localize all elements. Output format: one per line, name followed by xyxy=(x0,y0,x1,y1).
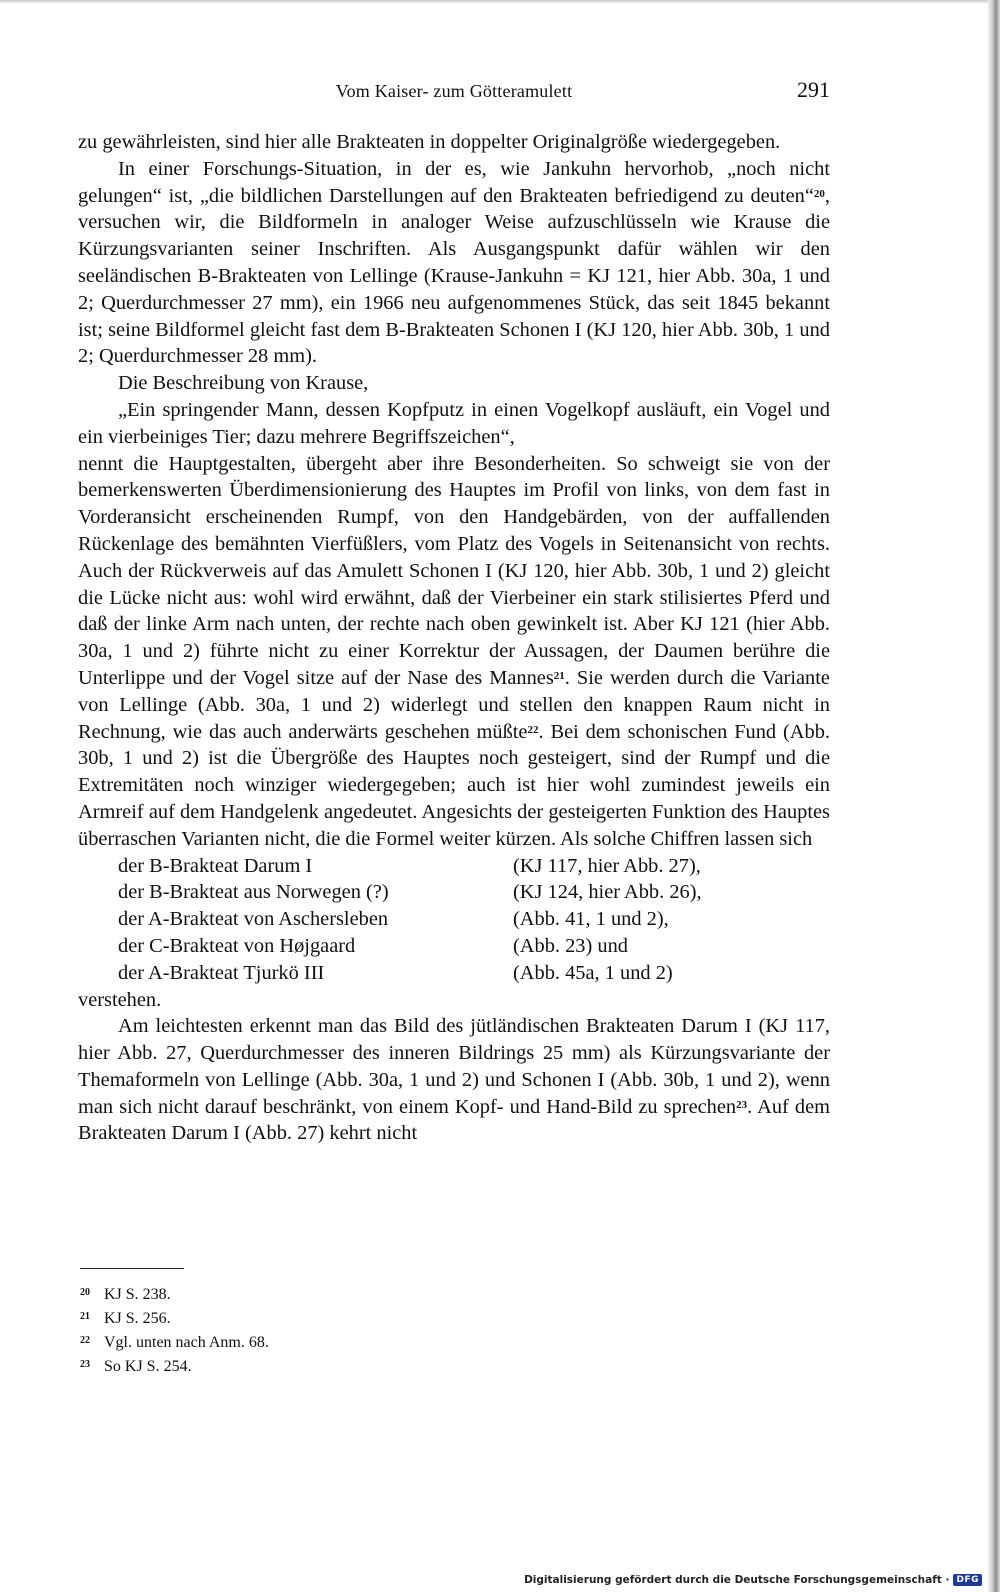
bracteate-list xyxy=(78,853,830,987)
footnote-text: Vgl. unten nach Anm. 68. xyxy=(104,1334,269,1351)
scan-page-edge xyxy=(988,0,1000,1592)
list-item xyxy=(78,933,830,960)
list-item-ref: (KJ 117, hier Abb. 27), xyxy=(513,854,701,877)
paragraph-7-text-b: . Auf dem Brakteaten Darum I (Abb. 27) kehrt nicht xyxy=(78,1095,830,1145)
footnote-ref-21: 21 xyxy=(553,669,565,682)
footnote-text: KJ S. 238. xyxy=(104,1286,171,1303)
paragraph-2 xyxy=(78,156,830,370)
footnotes xyxy=(80,1283,480,1379)
list-item-name: der C-Brakteat von Højgaard xyxy=(118,934,356,957)
list-item-ref: (KJ 124, hier Abb. 26), xyxy=(513,881,702,904)
list-item xyxy=(78,853,830,880)
page-number: 291 xyxy=(797,77,830,102)
footnote-text: KJ S. 256. xyxy=(104,1310,171,1327)
paragraph-3: Die Beschreibung von Krause, xyxy=(118,372,369,395)
footnote-ref-22: 22 xyxy=(527,723,539,736)
paragraph-5-text-b: . Sie werden durch die Variante von Lellinge (Abb. 30a, 1 und 2) widerlegt und stellen den knappen Raum nicht in Rechnung, wie das auch anderwärts geschehen müßte xyxy=(78,666,830,743)
footnote xyxy=(80,1355,480,1379)
footnote-number: 21 xyxy=(80,1311,90,1322)
list-item-name: der B-Brakteat aus Norwegen (?) xyxy=(118,881,389,904)
footnote-divider xyxy=(80,1268,184,1269)
running-title: Vom Kaiser- zum Götteramulett xyxy=(335,81,573,101)
list-item-ref: (Abb. 45a, 1 und 2) xyxy=(513,961,673,984)
dfg-logo-icon: DFG xyxy=(953,1574,982,1586)
paragraph-5 xyxy=(78,451,830,853)
digitization-credit xyxy=(524,1571,982,1589)
paragraph-2-text-b: , versuchen wir, die Bildformeln in analoger Weise aufzuschlüsseln wie Krause die Kürzungsvarianten seiner Inschriften. Als Ausgangspunkt dafür wählen wir den seeländischen B-Brakteaten von Lellinge (Krause-Jankuhn = KJ 121, hier Abb. 30a, 1 und 2; Querdurchmesser 27 mm), ein 1966 neu aufgenommenes Stück, das seit 1845 bekannt ist; seine Bildformel gleicht fast dem B-Brakteaten Schonen I (KJ 120, hier Abb. 30b, 1 und 2; Querdurchmesser 28 mm). xyxy=(78,184,830,368)
footnote-number: 23 xyxy=(80,1359,90,1370)
credit-text: Digitalisierung gefördert durch die Deutsche Forschungsgemeinschaft · xyxy=(524,1574,950,1586)
list-item xyxy=(78,960,830,987)
footnote-text: So KJ S. 254. xyxy=(104,1358,192,1375)
footnote xyxy=(80,1307,480,1331)
footnote xyxy=(80,1331,480,1355)
paragraph-1: zu gewährleisten, sind hier alle Brakteaten in doppelter Originalgröße wiedergegeben. xyxy=(78,131,781,153)
scan-top-shadow xyxy=(0,0,1000,4)
footnote-ref-23: 23 xyxy=(736,1098,748,1111)
body-text xyxy=(78,129,830,1147)
paragraph-7-text-a: Am leichtesten erkennt man das Bild des jütländischen Brakteaten Darum I (KJ 117, hier Abb. 27, Querdurchmesser des inneren Bildrings 25 mm) als Kürzungsvariante der Themaformeln von Lellinge (Abb. 30a, 1 und 2) und Schonen I (Abb. 30b, 1 und 2), wenn man sich nicht darauf beschränkt, von einem Kopf- und Hand-Bild zu sprechen xyxy=(78,1015,830,1118)
list-item-ref: (Abb. 41, 1 und 2), xyxy=(513,908,669,931)
list-item xyxy=(78,906,830,933)
list-item xyxy=(78,879,830,906)
list-item-ref: (Abb. 23) und xyxy=(513,934,628,957)
running-head xyxy=(78,77,830,107)
list-item-name: der A-Brakteat von Aschersleben xyxy=(118,908,389,931)
paragraph-6: verstehen. xyxy=(78,988,162,1011)
footnote-ref-20: 20 xyxy=(813,187,825,200)
footnote xyxy=(80,1283,480,1307)
paragraph-7 xyxy=(78,1013,830,1147)
list-item-name: der A-Brakteat Tjurkö III xyxy=(118,961,325,984)
footnote-number: 20 xyxy=(80,1287,90,1298)
list-item-name: der B-Brakteat Darum I xyxy=(118,854,313,877)
paragraph-5-text-c: . Bei dem schonischen Fund (Abb. 30b, 1 und 2) ist die Übergröße des Hauptes noch gesteigert, sind der Rumpf und die Extremitäten noch winziger wiedergegeben; auch ist hier wohl zumindest jeweils ein Armreif auf dem Handgelenk angedeutet. Angesichts der gesteigerten Funktion des Hauptes überraschen Varianten nicht, die die Formel weiter kürzen. Als solche Chiffren lassen sich xyxy=(78,720,831,850)
block-quote: „Ein springender Mann, dessen Kopfputz in einen Vogelkopf ausläuft, ein Vogel und ein vierbeiniges Tier; dazu mehrere Begriffszeichen“, xyxy=(78,398,830,448)
footnote-number: 22 xyxy=(80,1335,90,1346)
paragraph-5-text-a: nennt die Hauptgestalten, übergeht aber ihre Besonderheiten. So schweigt sie von der bemerkenswerten Überdimensionierung des Hauptes im Profil von links, von dem fast in Vorderansicht erscheinenden Rumpf, von den Handgebärden, von der auffallenden Rückenlage des bemähnten Vierfüßlers, vom Platz des Vogels in Seitenansicht von rechts. Auch der Rückverweis auf das Amulett Schonen I (KJ 120, hier Abb. 30b, 1 und 2) gleicht die Lücke nicht aus: wohl wird erwähnt, daß der Vierbeiner ein stark stilisiertes Pferd und daß der linke Arm nach unten, der rechte nach oben gewinkelt ist. Aber KJ 121 (hier Abb. 30a, 1 und 2) führte nicht zu einer Korrektur der Aussagen, der Daumen berühre die Unterlippe und der Vogel sitze auf der Nase des Mannes xyxy=(78,452,830,689)
paragraph-2-text-a: In einer Forschungs-Situation, in der es, wie Jankuhn hervorhob, „noch nicht gelungen“ ist, „die bildlichen Darstellungen auf den Brakteaten befriedigend zu deuten“ xyxy=(78,157,830,207)
